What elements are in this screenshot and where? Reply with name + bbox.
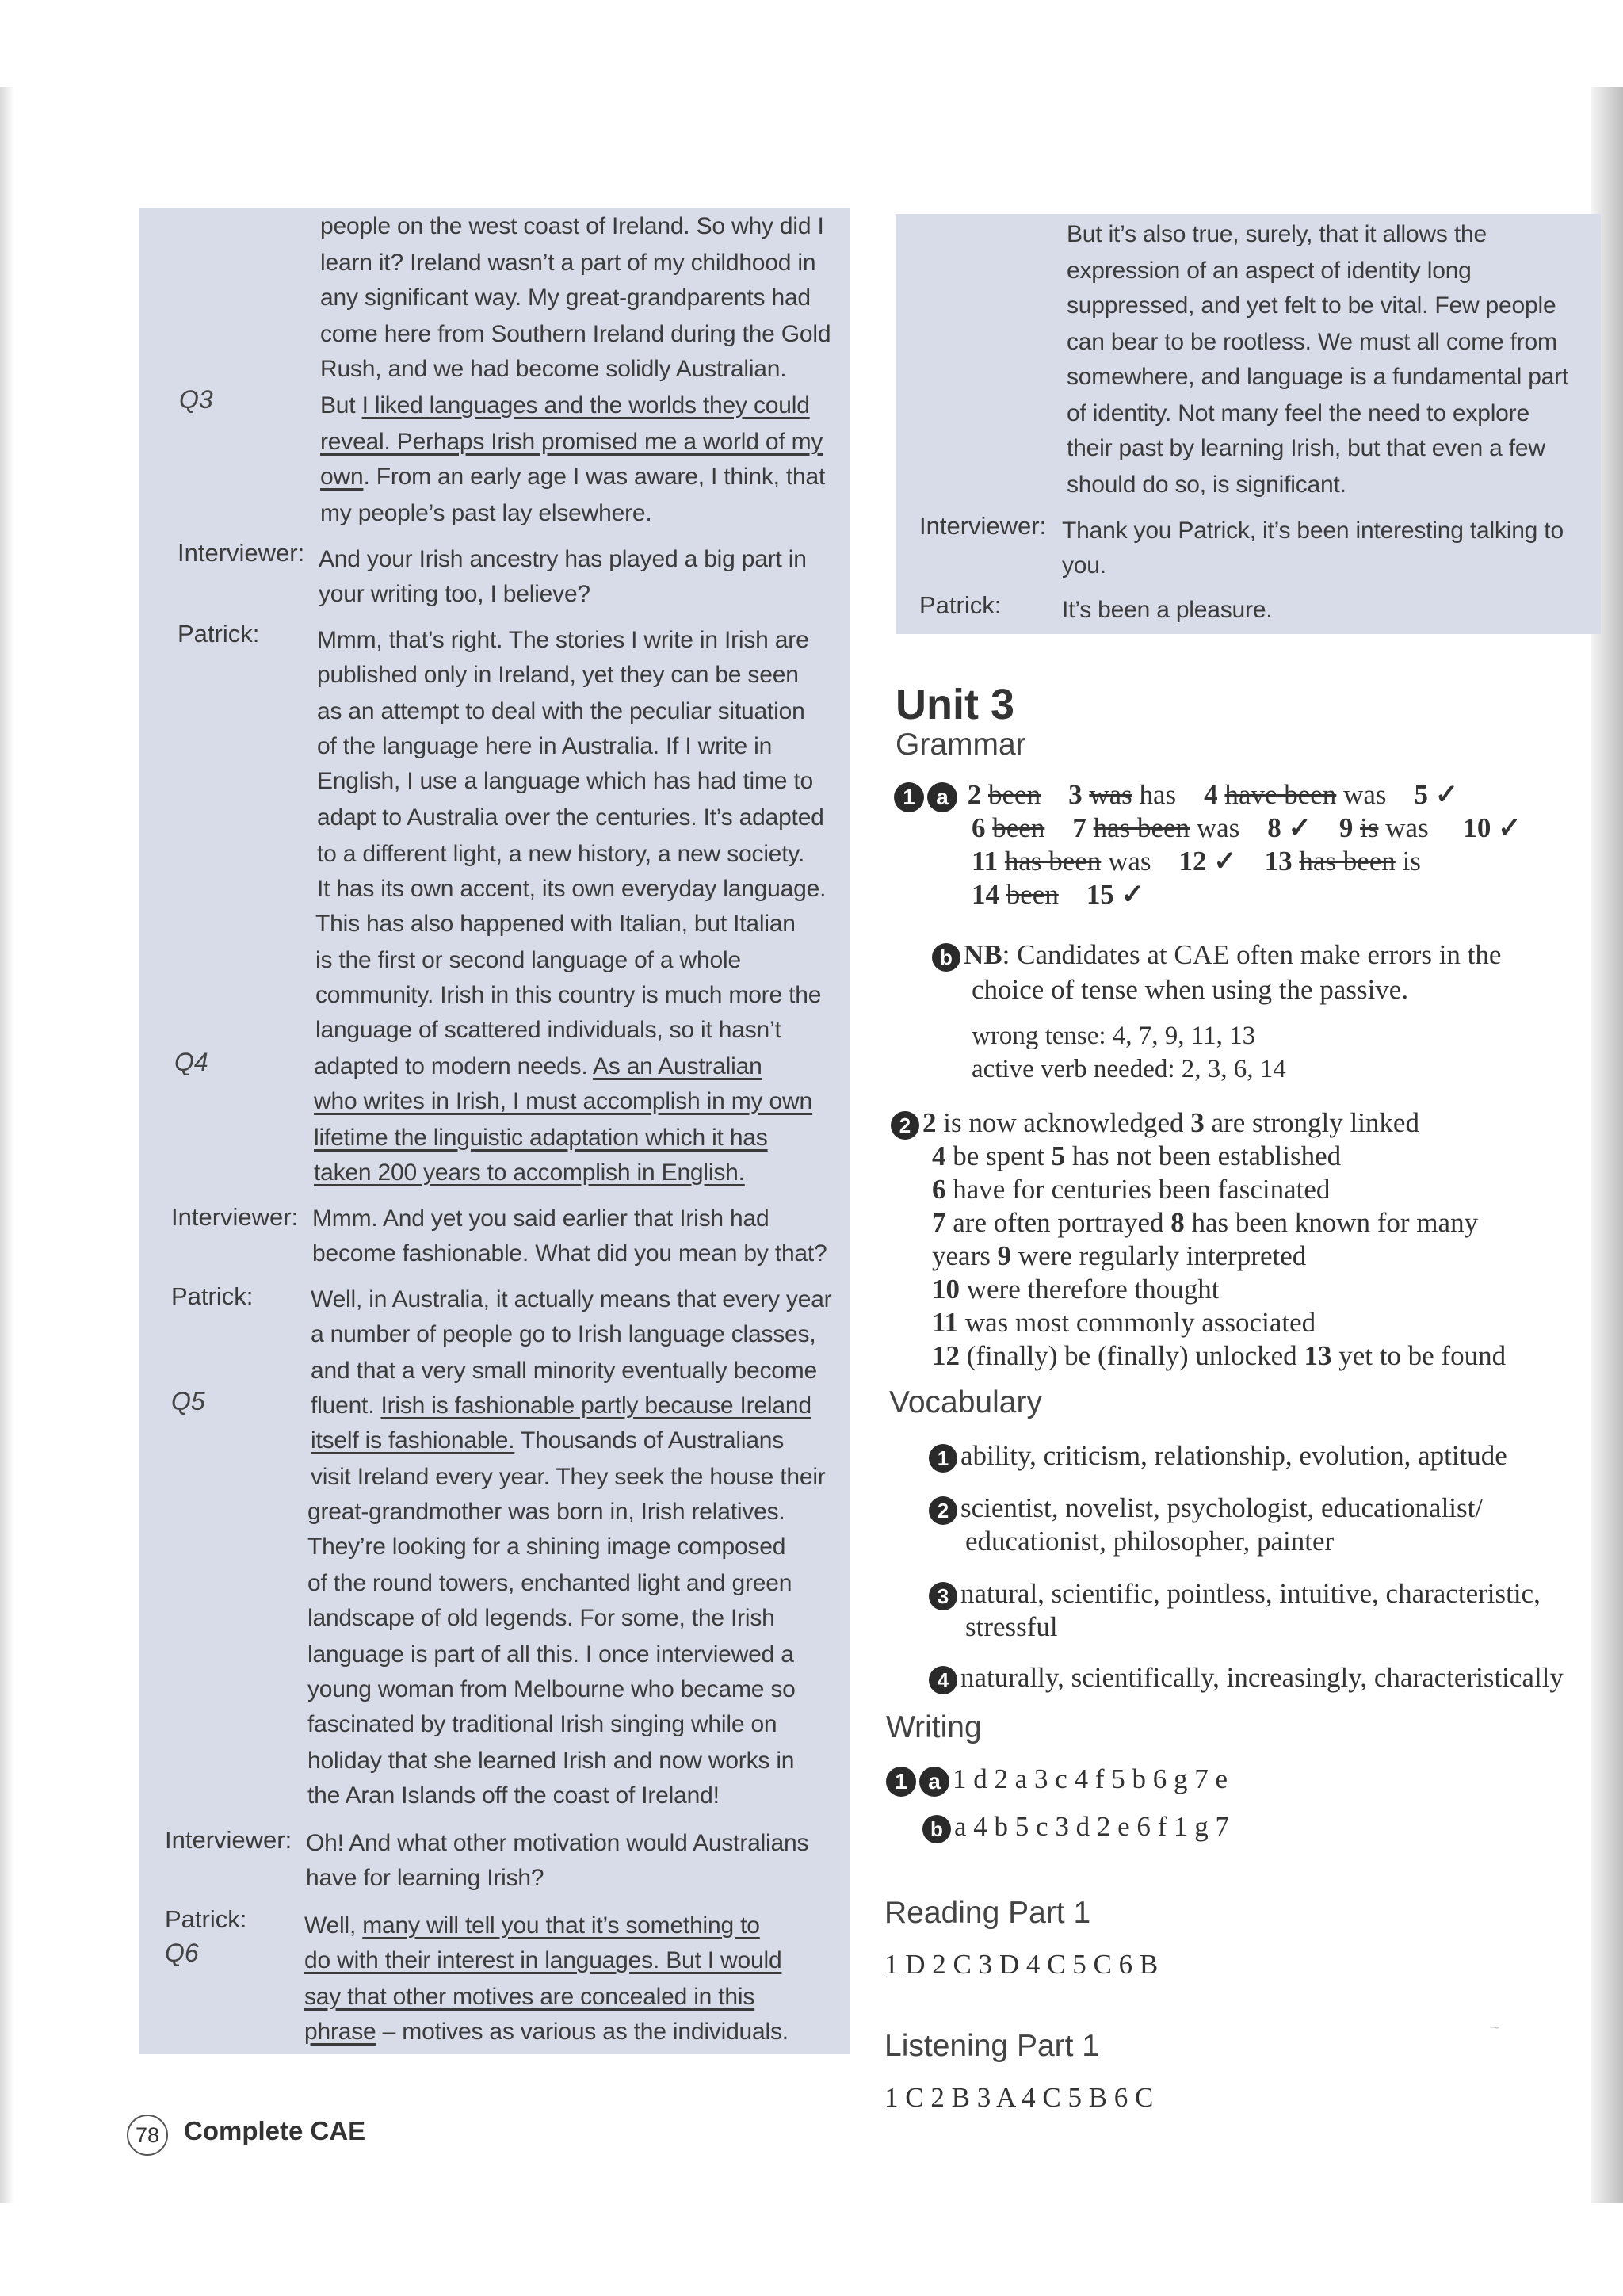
exercise-part-b-marker: b bbox=[932, 943, 960, 972]
transcript-line: do with their interest in languages. But I would bbox=[304, 1947, 782, 1973]
transcript-line: a number of people go to Irish language classes, bbox=[311, 1321, 816, 1347]
transcript-line: language of scattered individuals, so it hasn’t bbox=[315, 1017, 781, 1043]
page-number: 78 bbox=[127, 2115, 168, 2156]
transcript-line: own. From an early age I was aware, I think, that bbox=[320, 464, 826, 490]
vocabulary-heading: Vocabulary bbox=[889, 1385, 1042, 1419]
reading-answers: 1 D 2 C 3 D 4 C 5 C 6 B bbox=[884, 1949, 1159, 1980]
transcript-line: you. bbox=[1062, 552, 1106, 579]
grammar-2-line: 7 are often portrayed 8 has been known for many bbox=[932, 1207, 1479, 1238]
transcript-line: Thank you Patrick, it’s been interesting talking to bbox=[1062, 518, 1564, 544]
question-marker-q5: Q5 bbox=[171, 1387, 205, 1415]
transcript-line: English, I use a language which has had time to bbox=[317, 768, 814, 794]
transcript-line: of identity. Not many feel the need to explore bbox=[1067, 400, 1529, 426]
transcript-line: come here from Southern Ireland during the Gold bbox=[320, 321, 831, 347]
grammar-2-line: 12 (finally) be (finally) unlocked 13 yet to be found bbox=[932, 1340, 1507, 1371]
exercise-number-3-marker: 3 bbox=[929, 1582, 957, 1610]
transcript-line: suppressed, and yet felt to be vital. Few people bbox=[1067, 292, 1556, 319]
grammar-2-line: 10 were therefore thought bbox=[932, 1274, 1220, 1305]
transcript-line: reveal. Perhaps Irish promised me a world of my bbox=[320, 429, 823, 455]
transcript-line: adapted to modern needs. As an Australian bbox=[314, 1053, 762, 1079]
transcript-line: my people’s past lay elsewhere. bbox=[320, 500, 652, 526]
grammar-1b-wrong-tense: wrong tense: 4, 7, 9, 11, 13 bbox=[972, 1022, 1256, 1050]
speaker-label-patrick: Patrick: bbox=[919, 591, 1002, 619]
transcript-line: Well, in Australia, it actually means that every year bbox=[311, 1286, 832, 1312]
exercise-number-2-marker: 2 bbox=[929, 1496, 957, 1525]
transcript-line: But I liked languages and the worlds they could bbox=[320, 392, 810, 418]
transcript-line: say that other motives are concealed in this bbox=[304, 1984, 755, 2010]
transcript-line: is the first or second language of a whole bbox=[315, 947, 741, 973]
grammar-1b-nb-line-2: choice of tense when using the passive. bbox=[972, 974, 1409, 1005]
grammar-1b-active-needed: active verb needed: 2, 3, 6, 14 bbox=[972, 1055, 1286, 1083]
transcript-line: It has its own accent, its own everyday language. bbox=[317, 876, 827, 902]
exercise-number-1-marker: 1 bbox=[886, 1767, 916, 1797]
transcript-line: This has also happened with Italian, but Italian bbox=[315, 911, 796, 937]
transcript-line: They’re looking for a shining image composed bbox=[307, 1534, 786, 1560]
page-left-shadow bbox=[0, 87, 14, 2211]
transcript-line: have for learning Irish? bbox=[306, 1865, 544, 1891]
exercise-number-4-marker: 4 bbox=[929, 1666, 957, 1694]
vocabulary-answer-3: 3 natural, scientific, pointless, intuitive, characteristic, bbox=[929, 1577, 1541, 1610]
exercise-number-1-marker: 1 bbox=[894, 782, 924, 812]
transcript-line: Rush, and we had become solidly Australian. bbox=[320, 356, 787, 382]
vocabulary-answer-2-cont: educationist, philosopher, painter bbox=[965, 1526, 1335, 1557]
transcript-line: holiday that she learned Irish and now works in bbox=[307, 1748, 795, 1774]
transcript-line: lifetime the linguistic adaptation which it has bbox=[314, 1125, 768, 1151]
transcript-line: It’s been a pleasure. bbox=[1062, 597, 1273, 623]
transcript-line: adapt to Australia over the centuries. It’s adapted bbox=[317, 804, 824, 831]
transcript-line: Mmm, that’s right. The stories I write in Irish are bbox=[317, 627, 809, 653]
grammar-heading: Grammar bbox=[896, 728, 1026, 762]
transcript-line: should do so, is significant. bbox=[1067, 472, 1346, 498]
transcript-line: the Aran Islands off the coast of Ireland! bbox=[307, 1782, 720, 1809]
speaker-label-interviewer: Interviewer: bbox=[165, 1826, 292, 1854]
exercise-number-1-marker: 1 bbox=[929, 1444, 957, 1473]
transcript-line: landscape of old legends. For some, the Irish bbox=[307, 1605, 775, 1631]
grammar-2-line: years 9 were regularly interpreted bbox=[932, 1240, 1307, 1271]
transcript-line: language is part of all this. I once interviewed a bbox=[307, 1641, 794, 1668]
speaker-label-patrick: Patrick: bbox=[178, 620, 260, 648]
grammar-2-line: 2 2 is now acknowledged 3 are strongly linked bbox=[891, 1106, 1419, 1140]
vocabulary-answer-3-cont: stressful bbox=[965, 1611, 1058, 1642]
transcript-line: and that a very small minority eventually become bbox=[311, 1358, 818, 1384]
transcript-line: can bear to be rootless. We must all come from bbox=[1067, 329, 1557, 355]
exercise-number-2-marker: 2 bbox=[891, 1111, 919, 1140]
grammar-1a-line-4: 14 been 15 ✓ bbox=[972, 879, 1144, 910]
transcript-line: itself is fashionable. Thousands of Australians bbox=[311, 1427, 785, 1454]
listening-answers: 1 C 2 B 3 A 4 C 5 B 6 C bbox=[884, 2082, 1154, 2113]
writing-answers-b: b a 4 b 5 c 3 d 2 e 6 f 1 g 7 bbox=[922, 1810, 1229, 1843]
scan-background-bottom bbox=[0, 2203, 1623, 2296]
transcript-line: learn it? Ireland wasn’t a part of my childhood in bbox=[320, 250, 816, 276]
vocabulary-answer-4: 4 naturally, scientifically, increasingly, characteristically bbox=[929, 1661, 1564, 1694]
transcript-line: published only in Ireland, yet they can be seen bbox=[317, 662, 799, 688]
transcript-line: visit Ireland every year. They seek the house their bbox=[311, 1464, 826, 1490]
pencil-mark: ~ bbox=[1490, 2019, 1499, 2037]
speaker-label-patrick: Patrick: bbox=[171, 1282, 254, 1310]
transcript-line: to a different light, a new history, a new society. bbox=[317, 841, 805, 867]
transcript-line: phrase – motives as various as the individuals. bbox=[304, 2019, 789, 2045]
transcript-line: expression of an aspect of identity long bbox=[1067, 258, 1472, 284]
transcript-line: Mmm. And yet you said earlier that Irish had bbox=[312, 1205, 769, 1232]
scan-background-top bbox=[0, 0, 1623, 87]
writing-heading: Writing bbox=[886, 1710, 982, 1744]
listening-heading: Listening Part 1 bbox=[884, 2029, 1100, 2063]
transcript-line: taken 200 years to accomplish in English. bbox=[314, 1159, 745, 1186]
transcript-line: who writes in Irish, I must accomplish in my own bbox=[314, 1088, 812, 1114]
vocabulary-answer-1: 1 ability, criticism, relationship, evolution, aptitude bbox=[929, 1439, 1507, 1473]
question-marker-q6: Q6 bbox=[165, 1939, 199, 1967]
transcript-line: of the language here in Australia. If I write in bbox=[317, 733, 773, 759]
transcript-line: fluent. Irish is fashionable partly because Ireland bbox=[311, 1392, 812, 1419]
exercise-part-b-marker: b bbox=[922, 1815, 951, 1843]
exercise-part-a-marker: a bbox=[927, 782, 957, 812]
grammar-1a-line-1: 1 a 2 been 3 was has 4 have been was 5 ✓ bbox=[894, 778, 1458, 812]
transcript-line: fascinated by traditional Irish singing while on bbox=[307, 1711, 777, 1737]
grammar-2-line: 6 have for centuries been fascinated bbox=[932, 1174, 1331, 1205]
transcript-line: Well, many will tell you that it’s something to bbox=[304, 1912, 760, 1939]
grammar-2-line: 4 be spent 5 has not been established bbox=[932, 1140, 1342, 1171]
writing-answers-a: 1 a 1 d 2 a 3 c 4 f 5 b 6 g 7 e bbox=[886, 1763, 1228, 1797]
transcript-line: their past by learning Irish, but that even a few bbox=[1067, 435, 1545, 461]
speaker-label-interviewer: Interviewer: bbox=[171, 1203, 299, 1231]
transcript-line: any significant way. My great-grandparents had bbox=[320, 285, 811, 311]
transcript-line: But it’s also true, surely, that it allows the bbox=[1067, 221, 1487, 247]
question-marker-q3: Q3 bbox=[179, 385, 213, 414]
speaker-label-patrick: Patrick: bbox=[165, 1905, 247, 1933]
reading-heading: Reading Part 1 bbox=[884, 1896, 1091, 1930]
grammar-1a-line-3: 11 has been was 12 ✓ 13 has been is bbox=[972, 846, 1421, 877]
grammar-1b-nb-line-1: b NB: Candidates at CAE often make errors in the bbox=[932, 938, 1501, 972]
transcript-line: great-grandmother was born in, Irish relatives. bbox=[307, 1499, 785, 1525]
transcript-line: your writing too, I believe? bbox=[319, 581, 590, 607]
transcript-line: young woman from Melbourne who became so bbox=[307, 1676, 796, 1702]
transcript-line: And your Irish ancestry has played a big part in bbox=[319, 546, 807, 572]
vocabulary-answer-2: 2 scientist, novelist, psychologist, educationalist/ bbox=[929, 1492, 1483, 1525]
grammar-2-line: 11 was most commonly associated bbox=[932, 1307, 1316, 1338]
transcript-line: become fashionable. What did you mean by that? bbox=[312, 1240, 827, 1266]
unit-title: Unit 3 bbox=[896, 681, 1015, 728]
transcript-line: as an attempt to deal with the peculiar situation bbox=[317, 698, 805, 724]
transcript-line: of the round towers, enchanted light and green bbox=[307, 1570, 792, 1596]
speaker-label-interviewer: Interviewer: bbox=[919, 512, 1047, 540]
question-marker-q4: Q4 bbox=[174, 1048, 208, 1076]
transcript-line: somewhere, and language is a fundamental part bbox=[1067, 364, 1569, 390]
transcript-line: community. Irish in this country is much more the bbox=[315, 982, 822, 1008]
exercise-part-a-marker: a bbox=[919, 1767, 949, 1797]
book-title: Complete CAE bbox=[184, 2116, 366, 2145]
grammar-1a-line-2: 6 been 7 has been was 8 ✓ 9 is was 10 ✓ bbox=[972, 812, 1522, 843]
transcript-line: people on the west coast of Ireland. So why did I bbox=[320, 213, 824, 239]
transcript-line: Oh! And what other motivation would Australians bbox=[306, 1830, 809, 1856]
speaker-label-interviewer: Interviewer: bbox=[178, 539, 305, 567]
